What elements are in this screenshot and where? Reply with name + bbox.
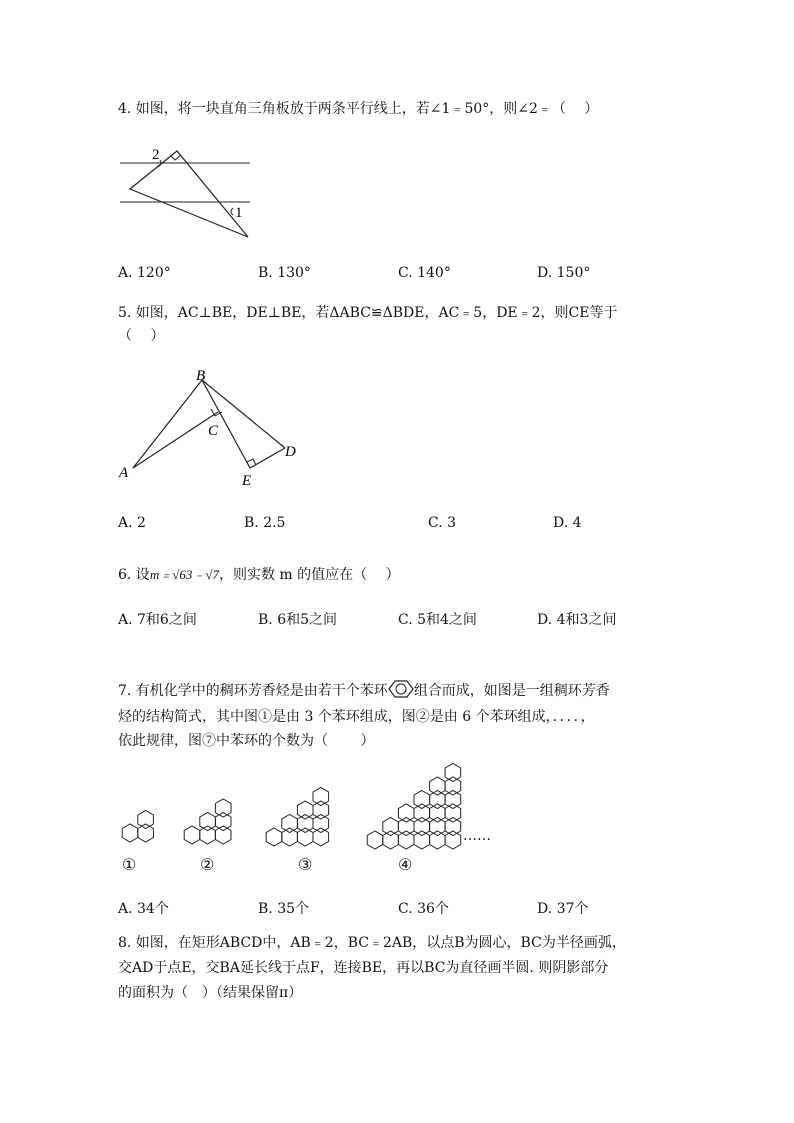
q7-option-d[interactable]: D. 37个: [537, 901, 589, 917]
q5-figure: [115, 365, 315, 495]
benzene-ring: [184, 826, 200, 844]
benzene-ring: [383, 818, 399, 836]
benzene-ring: [430, 831, 446, 849]
q4-option-d[interactable]: D. 150°: [537, 265, 591, 281]
benzene-ring-icon: [388, 679, 414, 699]
q6-stem-prefix: 6. 设: [118, 567, 150, 583]
q5-stem-line2: （ ）: [118, 328, 165, 344]
q5-option-a[interactable]: A. 2: [118, 515, 146, 531]
q7-line1-a: 7. 有机化学中的稠环芳香烃是由若干个苯环: [118, 683, 388, 699]
q7-fig-label-2: ②: [200, 855, 215, 874]
q8-line3: 的面积为（ ）（结果保留π）: [118, 985, 303, 1001]
q6-option-a[interactable]: A. 7和6之间: [118, 612, 197, 628]
q5-stem-line1: 5. 如图，AC⊥BE，DE⊥BE，若ΔABC≌ΔBDE，AC﹦5，DE﹦2，则CE等于: [118, 305, 618, 321]
benzene-ring: [430, 777, 446, 795]
label-e: E: [242, 473, 252, 489]
q4-option-a[interactable]: A. 120°: [118, 265, 171, 281]
angle-2-label: 2: [152, 147, 160, 163]
benzene-ring: [297, 801, 313, 819]
label-c: C: [208, 423, 219, 439]
benzene-ring: [430, 804, 446, 822]
benzene-ring: [398, 804, 414, 822]
q7-fig-label-1: ①: [122, 855, 137, 874]
benzene-ring: [313, 801, 329, 819]
q7-fig-label-4: ④: [398, 855, 413, 874]
benzene-ring: [138, 824, 154, 842]
label-a: A: [119, 465, 129, 481]
benzene-ring: [266, 828, 282, 846]
q7-option-b[interactable]: B. 35个: [258, 901, 310, 917]
benzene-ring: [313, 788, 329, 806]
benzene-ring: [414, 791, 430, 809]
q6-formula: m﹦√63﹣√7: [149, 567, 219, 582]
q7-fig-label-3: ③: [298, 855, 313, 874]
benzene-ring: [122, 824, 138, 842]
q6-option-b[interactable]: B. 6和5之间: [258, 612, 338, 628]
benzene-ring: [138, 811, 154, 829]
q5-option-d[interactable]: D. 4: [553, 515, 582, 531]
q7-line3: 依此规律，图⑦中苯环的个数为（ ）: [118, 733, 375, 749]
benzene-ring: [445, 804, 461, 822]
benzene-ring: [367, 831, 383, 849]
q6-stem-suffix: ，则实数 m 的值应在（ ）: [218, 567, 400, 583]
benzene-ring: [398, 818, 414, 836]
q5-option-b[interactable]: B. 2.5: [244, 515, 286, 531]
q6-option-d[interactable]: D. 4和3之间: [537, 612, 617, 628]
q4-option-b[interactable]: B. 130°: [258, 265, 311, 281]
benzene-ring: [215, 826, 231, 844]
angle-1-label: 1: [235, 205, 243, 221]
benzene-ring: [282, 828, 298, 846]
benzene-ring: [313, 815, 329, 833]
benzene-ring: [200, 813, 216, 831]
benzene-ring: [445, 764, 461, 782]
benzene-ring: [445, 791, 461, 809]
benzene-ring: [200, 826, 216, 844]
benzene-ring: [445, 818, 461, 836]
benzene-ring: [215, 799, 231, 817]
q8-line1: 8. 如图，在矩形ABCD中，AB﹦2，BC﹦2AB，以点B为圆心，BC为半径画弧，: [118, 935, 626, 951]
benzene-ring: [430, 818, 446, 836]
label-d: D: [285, 444, 296, 460]
label-b: B: [196, 368, 206, 384]
q4-stem: 4. 如图，将一块直角三角板放于两条平行线上，若∠1﹦50°，则∠2﹦（ ）: [118, 101, 599, 117]
q4-option-c[interactable]: C. 140°: [398, 265, 451, 281]
benzene-ring: [414, 804, 430, 822]
benzene-ring: [398, 831, 414, 849]
q7-option-a[interactable]: A. 34个: [118, 901, 169, 917]
q7-line1-b: 组合而成，如图是一组稠环芳香: [413, 683, 610, 699]
benzene-ring: [445, 777, 461, 795]
q6-stem: [118, 565, 400, 585]
q4-figure: [115, 145, 255, 245]
benzene-ring: [414, 831, 430, 849]
q7-line2: 烃的结构简式，其中图①是由 3 个苯环组成，图②是由 6 个苯环组成，．．．．，: [118, 709, 595, 725]
benzene-ring: [282, 815, 298, 833]
benzene-ring: [430, 791, 446, 809]
benzene-ring: [215, 813, 231, 831]
benzene-ring: [445, 831, 461, 849]
q5-option-c[interactable]: C. 3: [428, 515, 457, 531]
benzene-ring: [297, 815, 313, 833]
q7-option-c[interactable]: C. 36个: [398, 901, 449, 917]
benzene-ring: [414, 818, 430, 836]
benzene-ring: [383, 831, 399, 849]
q8-line2: 交AD于点E，交BA延长线于点F，连接BE，再以BC为直径画半圆. 则阴影部分: [118, 960, 609, 976]
benzene-ring: [313, 828, 329, 846]
benzene-ring: [297, 828, 313, 846]
q6-option-c[interactable]: C. 5和4之间: [398, 612, 477, 628]
q7-line1: [118, 679, 610, 701]
q7-ellipsis: ……: [463, 828, 491, 844]
